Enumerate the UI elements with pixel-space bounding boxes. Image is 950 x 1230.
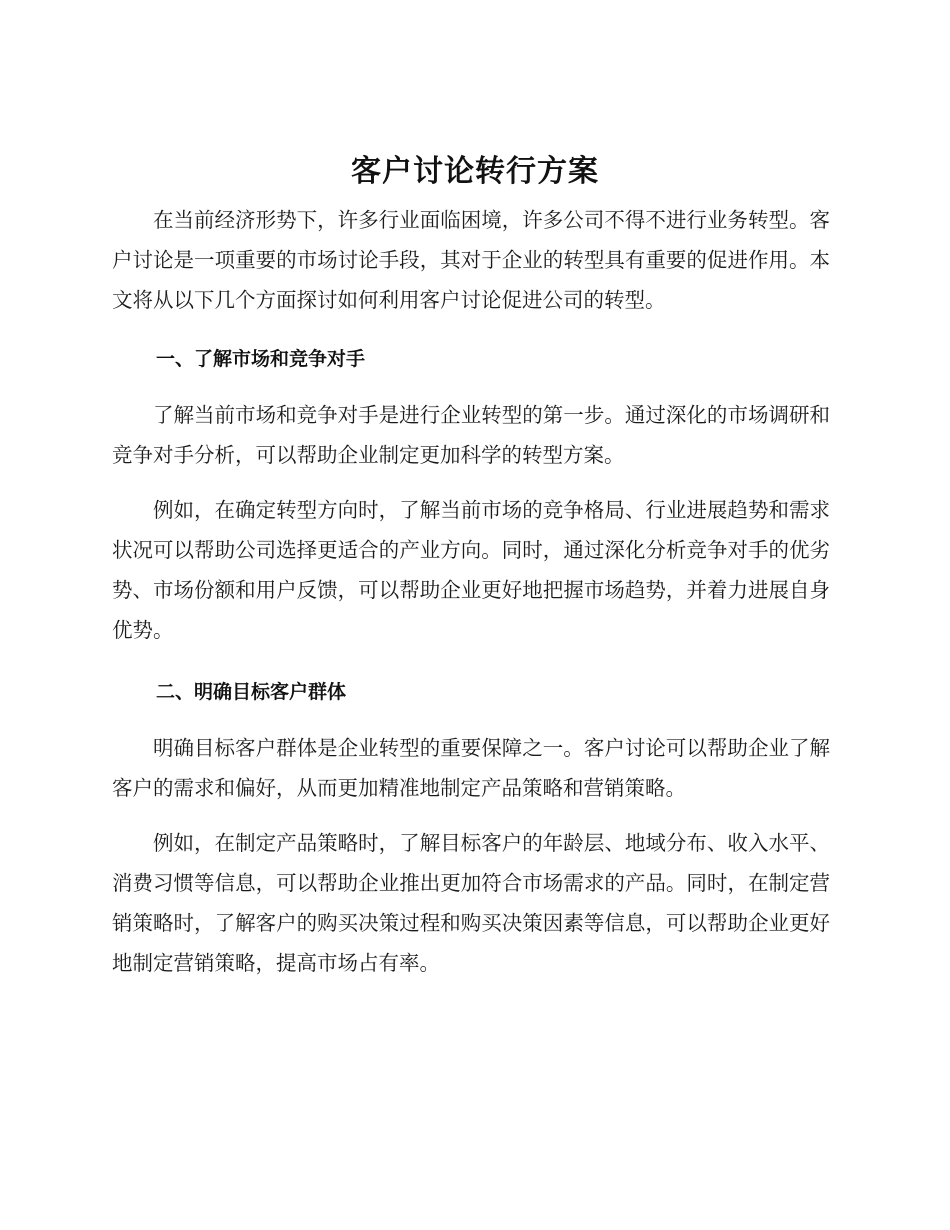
intro-paragraph: 在当前经济形势下，许多行业面临困境，许多公司不得不进行业务转型。客户讨论是一项重要的市场讨论手段，其对于企业的转型具有重要的促进作用。本文将从以下几个方面探讨如何利用客户讨论促进公司的转型。: [112, 208, 830, 312]
section-2-heading: 二、明确目标客户群体: [156, 681, 347, 703]
section-2-paragraph-2: 例如，在制定产品策略时，了解目标客户的年龄层、地域分布、收入水平、消费习惯等信息，可以帮助企业推出更加符合市场需求的产品。同时，在制定营销策略时，了解客户的购买决策过程和购买决策因素等信息，可以帮助企业更好地制定营销策略，提高市场占有率。: [112, 831, 830, 975]
section-1-paragraph-2: 例如，在确定转型方向时，了解当前市场的竞争格局、行业进展趋势和需求状况可以帮助公司选择更适合的产业方向。同时，通过深化分析竞争对手的优劣势、市场份额和用户反馈，可以帮助企业更好地把握市场趋势，并着力进展自身优势。: [112, 498, 830, 642]
section-2-paragraph-1: 明确目标客户群体是企业转型的重要保障之一。客户讨论可以帮助企业了解客户的需求和偏好，从而更加精准地制定产品策略和营销策略。: [112, 736, 830, 800]
section-1-paragraph-1: 了解当前市场和竞争对手是进行企业转型的第一步。通过深化的市场调研和竞争对手分析，可以帮助企业制定更加科学的转型方案。: [112, 403, 830, 467]
document-title: 客户讨论转行方案: [351, 154, 599, 189]
section-1-heading: 一、了解市场和竞争对手: [156, 348, 366, 370]
